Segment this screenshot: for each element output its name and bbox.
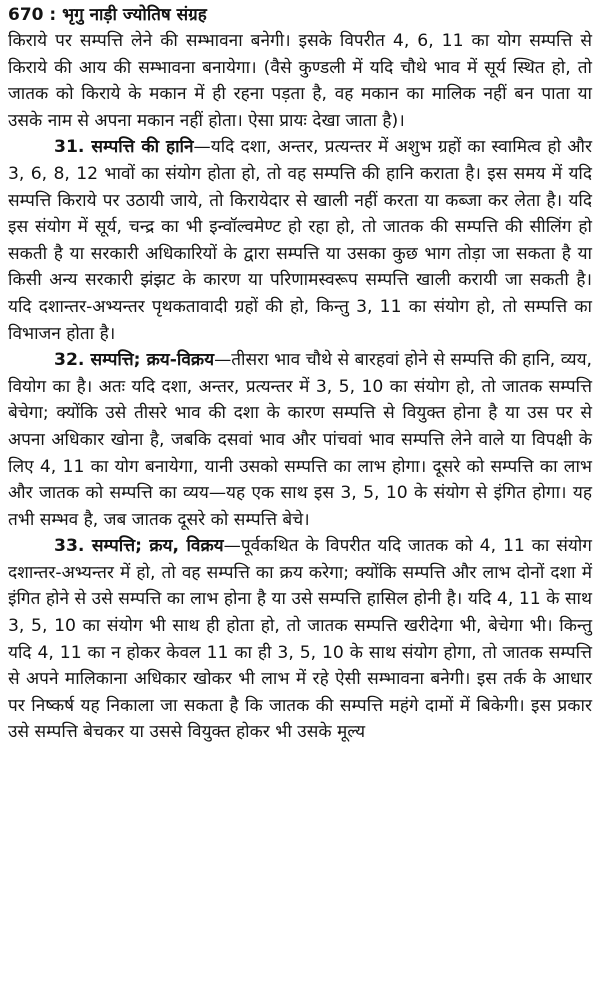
header-separator: : (43, 5, 63, 25)
section-32 (8, 347, 592, 533)
section-number: 33. (54, 536, 92, 557)
section-heading: सम्पत्ति की हानि (91, 137, 194, 158)
paragraph-text: —पूर्वकथित के विपरीत यदि जातक को 4, 11 का संयोग दशान्तर-अभ्यन्तर में हो, तो वह सम्पत्ति का क्रय करेगा; क्योंकि सम्पत्ति और लाभ दोनों दशा में इंगित होने से उसे सम्पत्ति का लाभ होना है या उसे सम्पत्ति हासिल होनी है। यदि 4, 11 के साथ 3, 5, 10 का संयोग भी साथ ही होता हो, तो जातक सम्पत्ति खरीदेगा भी, बेचेगा भी। किन्तु यदि 4, 11 का न होकर केवल 11 का ही 3, 5, 10 के साथ संयोग होगा, तो जातक सम्पत्ति से अपने मालिकाना अधिकार खोकर भी लाभ में रहे ऐसी सम्भावना बनेगी। इस तर्क के आधार पर निष्कर्ष यह निकाला जा सकता है कि जातक की सम्पत्ति महंगे दामों में बिकेगी। इस प्रकार उसे सम्पत्ति बेचकर या उससे वियुक्त होकर भी उसके मूल्य (8, 536, 592, 743)
paragraph-text: किराये पर सम्पत्ति लेने की सम्भावना बनेगी। इसके विपरीत 4, 6, 11 का योग सम्पत्ति से किराये की आय की सम्भावना बनायेगा। (वैसे कुण्डली में यदि चौथे भाव में सूर्य स्थित हो, तो जातक को किराये के मकान में ही रहना पड़ता है, वह मकान का मालिक नहीं बन पाता या उसके नाम से अपना मकान नहीं होता। ऐसा प्रायः देखा जाता है)। (8, 31, 592, 131)
section-number: 31. (54, 137, 92, 158)
paragraph-continued (8, 28, 592, 134)
page-header (8, 4, 592, 28)
book-title: भृगु नाड़ी ज्योतिष संग्रह (62, 5, 207, 25)
paragraph-text: —यदि दशा, अन्तर, प्रत्यन्तर में अशुभ ग्रहों का स्वामित्व हो और 3, 6, 8, 12 भावों का संयोग होता हो, तो वह सम्पत्ति की हानि कराता है। इस समय में यदि सम्पत्ति किराये पर उठायी जाये, तो किरायेदार से खाली नहीं करता या कब्जा कर लेता है। यदि इस संयोग में सूर्य, चन्द्र का भी इन्वॉल्वमेण्ट हो रहा हो, तो जातक की सम्पत्ति की सीलिंग हो सकती है या सरकारी अधिकारियों के द्वारा सम्पत्ति या उसका कुछ भाग तोड़ा जा सकता है या किसी अन्य सरकारी झंझट के कारण या परिणामस्वरूप सम्पत्ति खाली करायी जा सकती है। यदि दशान्तर-अभ्यन्तर पृथकतावादी ग्रहों की हो, किन्तु 3, 11 का संयोग हो, तो सम्पत्ति का विभाजन होता है। (8, 137, 593, 344)
section-heading: सम्पत्ति; क्रय-विक्रय (90, 350, 215, 371)
section-33 (8, 533, 592, 746)
page-body (8, 28, 592, 746)
section-number: 32. (54, 350, 91, 371)
page-number: 670 (8, 5, 44, 25)
section-31 (8, 134, 592, 347)
section-heading: सम्पत्ति; क्रय, विक्रय (91, 536, 224, 557)
paragraph-text: —तीसरा भाव चौथे से बारहवां होने से सम्पत्ति की हानि, व्यय, वियोग का है। अतः यदि दशा, अन्तर, प्रत्यन्तर में 3, 5, 10 का संयोग हो, तो जातक सम्पत्ति बेचेगा; क्योंकि उसे तीसरे भाव की दशा के कारण सम्पत्ति से वियुक्त होना है या उस पर से अपना अधिकार खोना है, जबकि दसवां भाव और पांचवां भाव सम्पत्ति लेने वाले या विपक्षी के लिए 4, 11 का योग बनायेगा, यानी उसको सम्पत्ति का लाभ होगा। दूसरे को सम्पत्ति का लाभ और जातक को सम्पत्ति का व्यय—यह एक साथ इस 3, 5, 10 के संयोग से इंगित होगा। यह तभी सम्भव है, जब जातक दूसरे को सम्पत्ति बेचे। (8, 350, 593, 530)
